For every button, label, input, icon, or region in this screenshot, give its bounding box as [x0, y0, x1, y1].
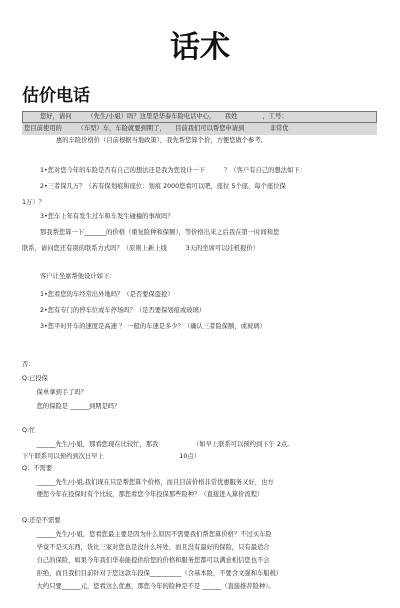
section-heading: 估价电话 — [22, 86, 90, 106]
quote-line-1: 那我帮您算一下_______的价格（重复险种和保额），等价格出来之后我在第一时间和您 — [40, 229, 280, 236]
habits-heading: 客户让坐席帮他设计如下： — [40, 273, 116, 280]
page-title: 话术 — [170, 30, 230, 65]
dialog-line: 保单拿到手了吗？ — [24, 389, 87, 396]
dialog-line: 自己的保险，如果今年我们华泰能提供给您的价格和服务您都可以满意相信您也不会 — [24, 557, 270, 564]
intro-line-1: 您好，请问 （先生/小姐）吗？这里是华泰车险电话中心， 我姓 ，工号： — [40, 113, 288, 120]
dialog-line: 下午联系可以预约到次日早上 10点） — [22, 453, 201, 460]
dialog-no: 否： — [22, 361, 35, 368]
question-2: 2•三者保几万？（若有保划痕和座位：划痕 2000您看可以吧，座位 5个座，每个座位保 — [40, 183, 286, 190]
dialog-line: ______先生/小姐，您看您最主要是因为什么原因不需要我们帮您算价格？不过买车险 — [24, 531, 272, 538]
question-1: 1•您对您今年的车险是否有自己的想法还是我为您设计一下 ？（客户有自己的想法如下： — [40, 167, 306, 174]
dialog-line: 便您今年在投保时有个比较，那您看您今年投保那些险种？（直接进入算价流程） — [24, 491, 264, 498]
question-2-cont: 1万）？ — [22, 199, 45, 206]
dialog-q-not-needed: Q：不需要 — [22, 465, 53, 472]
dialog-q-still-not-needed: Q:还是不需要 — [22, 517, 61, 524]
dialog-q-busy: Q:忙 — [22, 427, 36, 434]
quote-line-2: 联系，请问您还有别的联系方式吗？（原则上新上线 3天的坐席可以挂机报价） — [22, 245, 259, 252]
dialog-line: ______先生/小姐，那看您现在比较忙，那我 （如早上联系可以预约到下午 2点, — [24, 441, 290, 448]
habit-question-2: 2•您有专门的停车位或车停场吗？（是否要保划痕或玻璃） — [40, 307, 206, 314]
question-3: 3•您车上年有发生过车和车发生碰撞的事故吗？ — [40, 213, 174, 220]
dialog-line: 您的保险是 ______到期是吗？ — [24, 403, 121, 410]
intro-line-2: 您目前使用的 （车型）车，车险就要到期了， 目前我们可以帮您申请到 非常优 — [24, 125, 289, 132]
dialog-line: 大约只要______元，您看这么优惠，那您今年的险种是不是 ______（直接推荐险种）。 — [24, 583, 275, 590]
dialog-line: 毕竟不是买东西，货比三家对您也是没什么坏处，而且没有最好的保险，只有最适合 — [24, 544, 270, 551]
habit-question-1: 1•您看您的车经常出外地吗？（是否要保盗抢） — [40, 291, 174, 298]
intro-line-3: 惠的车险价格价（目前根据当地政策），我先帮您算个价，方便您做个参考。 — [56, 137, 267, 144]
dialog-line: ______先生/小姐,我们现在只是帮您算个价格，而且目前价格非常优惠服务又好，也方 — [24, 479, 274, 486]
dialog-q-insured: Q:已投保 — [22, 375, 48, 382]
habit-question-3: 3•您平时开车的速度是高速 ？ 一般的车速是多少？（确认三者险保额，或玻璃） — [40, 323, 266, 330]
dialog-line: 拒绝，而且我们目前针对于您这款车投保__________（含基本险，不要含文强和车船税） — [24, 570, 283, 577]
